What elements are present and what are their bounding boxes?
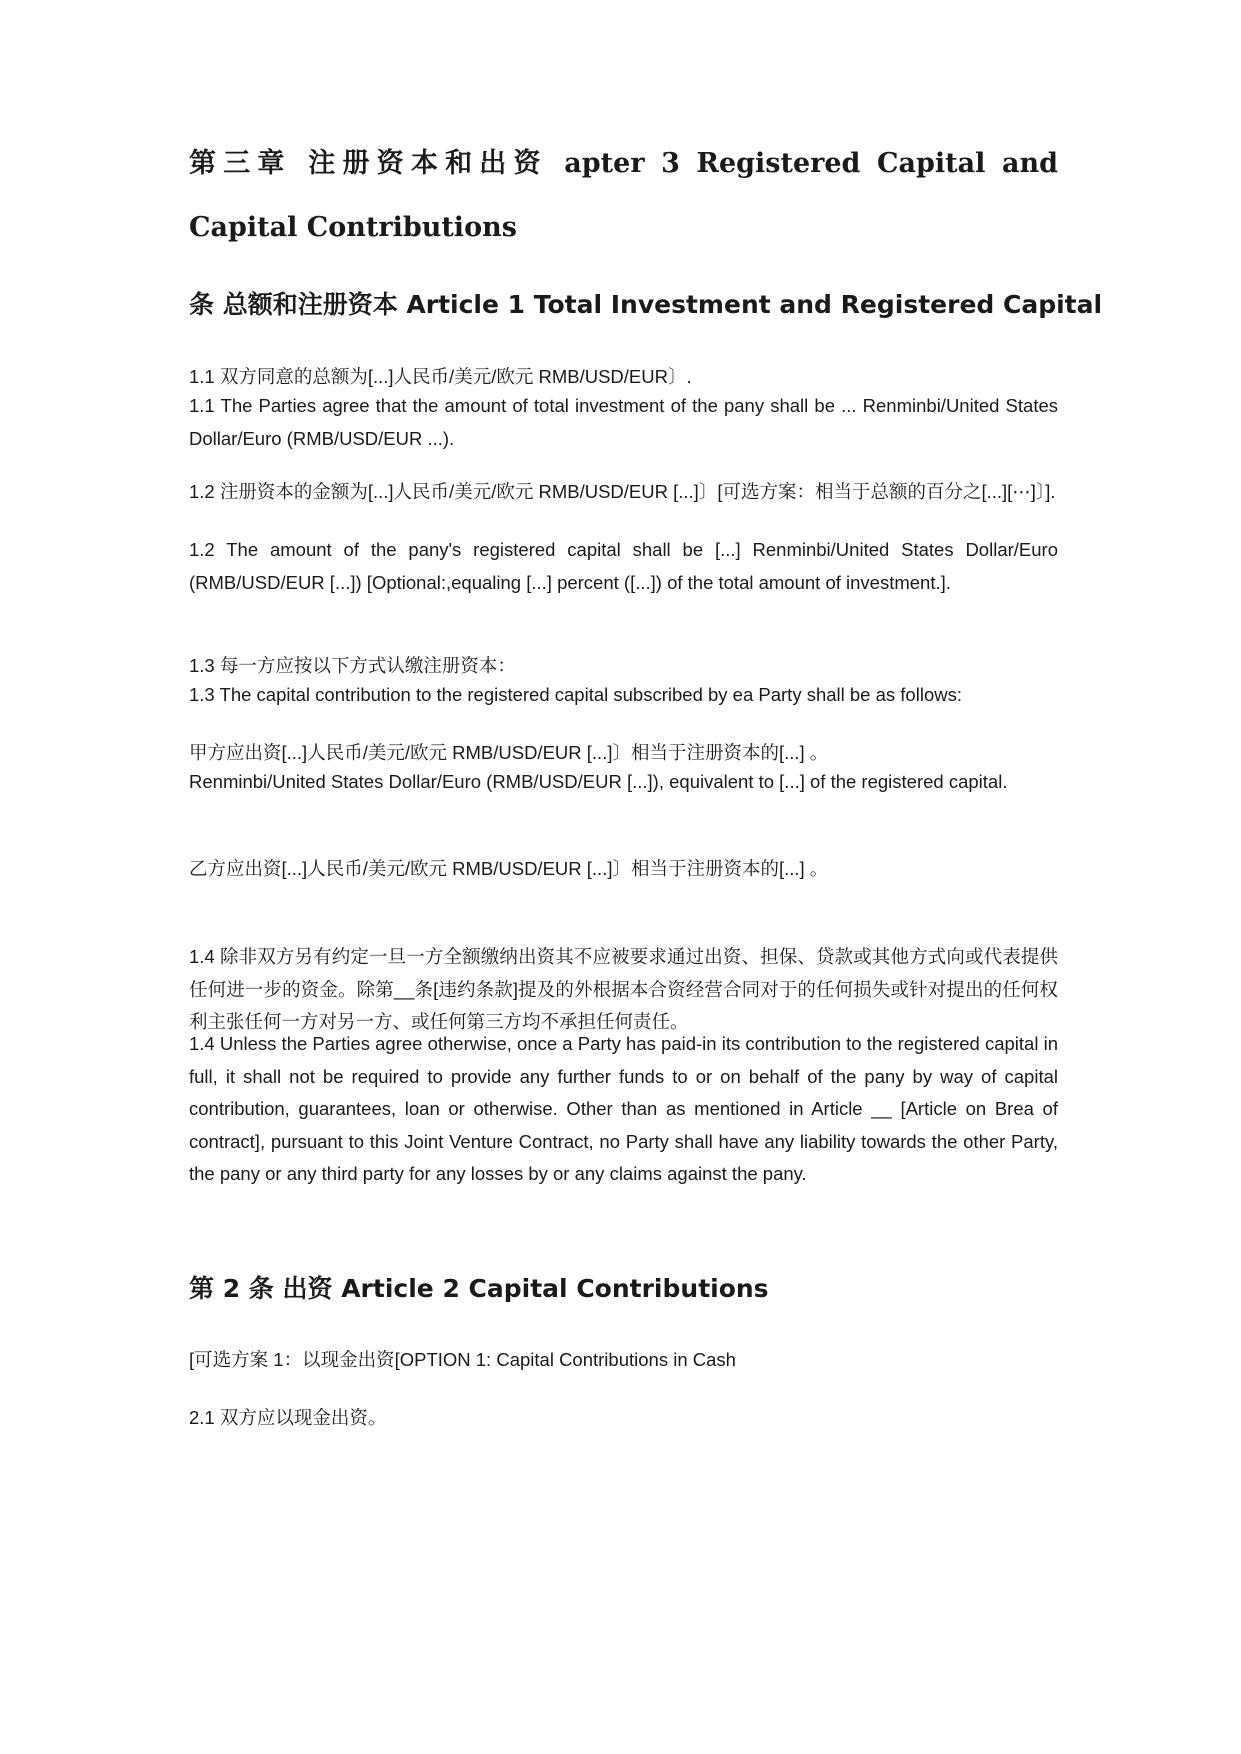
clause-2-1-chinese: 2.1 双方应以现金出资。 xyxy=(189,1407,387,1428)
option-1-label: [可选方案 1：以现金出资[OPTION 1: Capital Contributions in Cash xyxy=(189,1349,736,1370)
party-b-contribution-chinese: 乙方应出资[...]人民币/美元/欧元 RMB/USD/EUR [...]〕相当于注册资本的[...] 。 xyxy=(189,858,829,879)
clause-1-3-english: 1.3 The capital contribution to the registered capital subscribed by ea Party shall be as follows: xyxy=(189,684,962,705)
party-a-contribution-english: Renminbi/United States Dollar/Euro (RMB/USD/EUR [...]), equivalent to [...] of the registered capital. xyxy=(189,771,1008,792)
clause-1-1-chinese: 1.1 双方同意的总额为[...]人民币/美元/欧元 RMB/USD/EUR〕. xyxy=(189,366,692,387)
party-a-contribution-chinese: 甲方应出资[...]人民币/美元/欧元 RMB/USD/EUR [...]〕相当于注册资本的[...] 。 xyxy=(189,742,829,763)
clause-1-3-chinese: 1.3 每一方应按以下方式认缴注册资本： xyxy=(189,655,516,676)
clause-1-4-chinese: 1.4 除非双方另有约定一旦一方全额缴纳出资其不应被要求通过出资、担保、贷款或其他方式向或代表提供任何进一步的资金。除第__条[违约条款]提及的外根据本合资经营合同对于的任何损失或针对提出的任何权利主张任何一方对另一方、或任何第三方均不承担任何责任。 xyxy=(189,946,1058,1032)
clause-1-1-english: 1.1 The Parties agree that the amount of total investment of the pany shall be ... Renminbi/United States Dollar/Euro (RMB/USD/EUR ...). xyxy=(189,395,1058,449)
clause-1-2-english: 1.2 The amount of the pany's registered capital shall be [...] Renminbi/United States Dollar/Euro (RMB/USD/EUR [...]) [Optional:,equaling [...] percent ([...]) of the total amount of investment.]. xyxy=(189,539,1058,593)
clause-1-4-english: 1.4 Unless the Parties agree otherwise, once a Party has paid-in its contribution to the registered capital in full, it shall not be required to provide any further funds to or on behalf of the pany by way of capital contribution, guarantees, loan or otherwise. Other than as mentioned in Article __ [Article on Brea of contract], pursuant to this Joint Venture Contract, no Party shall have any liability towards the other Party, the pany or any third party for any losses by or any claims against the pany. xyxy=(189,1033,1058,1184)
article-1-heading: 条 总额和注册资本 Article 1 Total Investment and Registered Capital xyxy=(189,290,1103,319)
article-2-heading: 第 2 条 出资 Article 2 Capital Contributions xyxy=(189,1274,769,1303)
clause-1-2-chinese: 1.2 注册资本的金额为[...]人民币/美元/欧元 RMB/USD/EUR [...]〕[可选方案：相当于总额的百分之[...][⋯]〕]. xyxy=(189,481,1056,502)
chapter-heading: 第三章 注册资本和出资 apter 3 Registered Capital and Capital Contributions xyxy=(189,148,1058,243)
